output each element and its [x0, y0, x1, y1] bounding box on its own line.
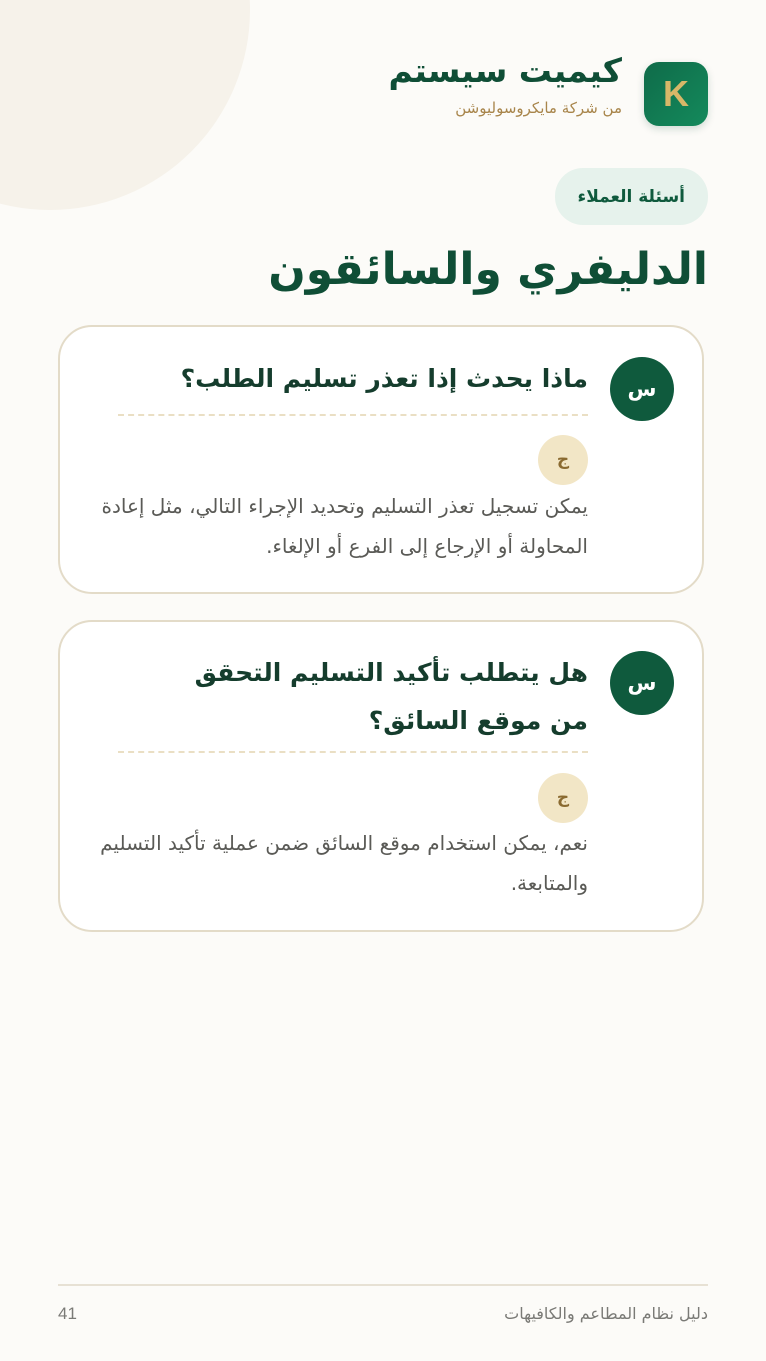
- brand-name: كيميت سيستم: [388, 51, 622, 90]
- question-badge: س: [610, 651, 674, 715]
- faq-answer: يمكن تسجيل تعذر التسليم وتحديد الإجراء التالي، مثل إعادة المحاولة أو الإرجاع إلى الفرع أو الإلغاء.: [101, 494, 588, 558]
- faq-question: ماذا يحدث إذا تعذر تسليم الطلب؟: [180, 364, 588, 393]
- brand-logo-icon: [644, 62, 708, 126]
- brand-header: [388, 51, 708, 126]
- faq-question: هل يتطلب تأكيد التسليم التحقق من موقع السائق؟: [194, 658, 588, 735]
- question-badge: س: [610, 357, 674, 421]
- faq-divider: [118, 751, 588, 753]
- logo-letter: K: [663, 73, 689, 114]
- section-label-pill: أسئلة العملاء: [555, 168, 708, 225]
- footer-document-title: دليل نظام المطاعم والكافيهات: [504, 1304, 708, 1323]
- faq-card: [58, 620, 704, 932]
- faq-divider: [118, 414, 588, 416]
- brand-subtitle: من شركة مايكروسوليوشن: [455, 99, 622, 117]
- brand-text: [388, 51, 622, 117]
- faq-card: [58, 325, 704, 594]
- corner-decoration: [0, 0, 250, 210]
- answer-badge: ج: [538, 435, 588, 485]
- faq-answer: نعم، يمكن استخدام موقع السائق ضمن عملية تأكيد التسليم والمتابعة.: [100, 831, 588, 895]
- footer-divider: [58, 1284, 708, 1286]
- page-title: الدليفري والسائقون: [268, 244, 708, 295]
- answer-badge: ج: [538, 773, 588, 823]
- footer-page-number: 41: [58, 1304, 77, 1323]
